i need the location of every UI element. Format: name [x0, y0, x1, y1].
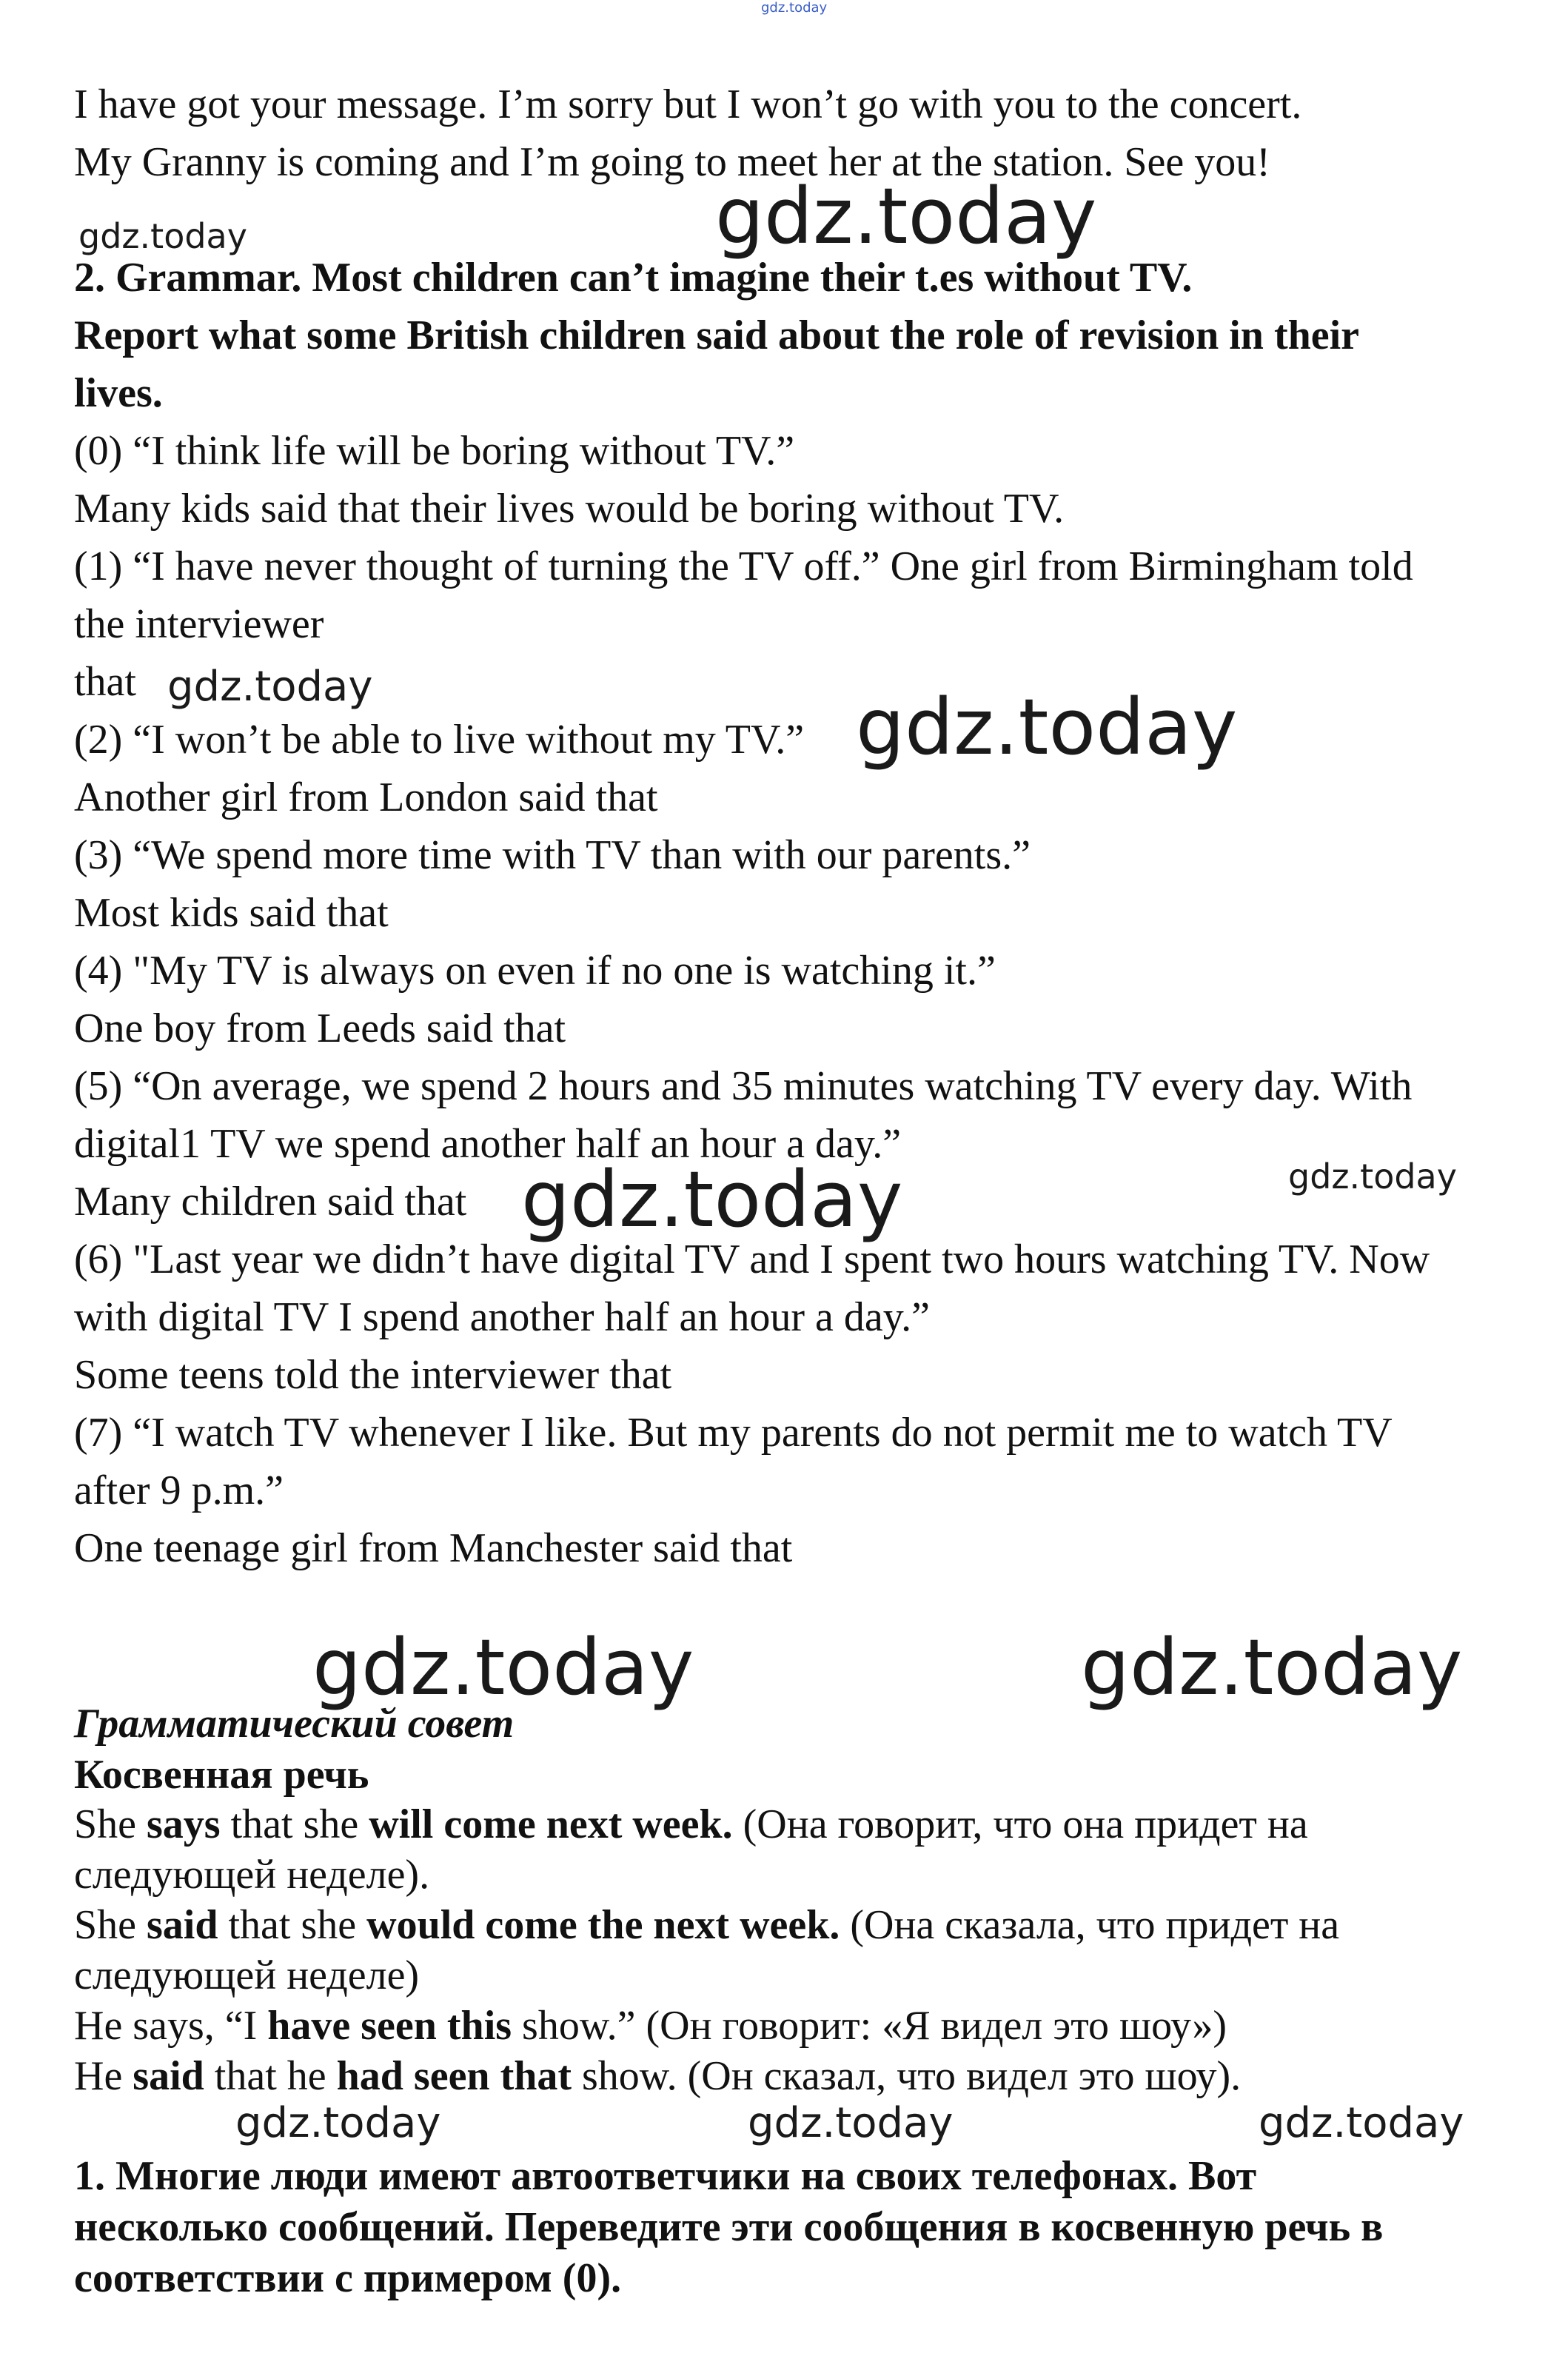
- task2-line: (1) “I have never thought of turning the TV off.” One girl from Birmingham told: [74, 543, 1413, 589]
- task2-heading-line-3: lives.: [74, 370, 163, 416]
- grammar-tip-row: She said that she would come the next week. (Она сказала, что придет на: [74, 1902, 1340, 1948]
- watermark: gdz.today: [312, 1622, 694, 1713]
- intro-line-2: My Granny is coming and I’m going to meet her at the station. See you!: [74, 139, 1270, 185]
- task2-heading-line-2: Report what some British children said about the role of revision in their: [74, 312, 1359, 358]
- watermark: gdz.today: [715, 171, 1097, 261]
- task2-line: Many kids said that their lives would be boring without TV.: [74, 486, 1065, 532]
- grammar-tip-subtitle: Косвенная речь: [74, 1752, 369, 1798]
- task2-line: Some teens told the interviewer that: [74, 1352, 672, 1398]
- watermark: gdz.today: [1259, 2099, 1464, 2147]
- task2-line: (2) “I won’t be able to live without my TV.”: [74, 717, 805, 763]
- watermark: gdz.today: [1081, 1622, 1463, 1713]
- task2-heading-line-1: 2. Grammar. Most children can’t imagine their t.es without TV.: [74, 255, 1193, 301]
- grammar-tip-row: She says that she will come next week. (Она говорит, что она придет на: [74, 1801, 1308, 1847]
- task2-line: (4) "My TV is always on even if no one is watching it.”: [74, 948, 996, 994]
- task2-line: Another girl from London said that: [74, 774, 658, 820]
- grammar-tip-title: Грамматический совет: [74, 1701, 515, 1747]
- watermark: gdz.today: [521, 1154, 903, 1245]
- task2-line: Most kids said that: [74, 890, 389, 936]
- task2-line: the interviewer: [74, 601, 324, 647]
- task1-heading-line-3: соответствии с примером (0).: [74, 2255, 622, 2301]
- task2-line: (7) “I watch TV whenever I like. But my parents do not permit me to watch TV: [74, 1410, 1393, 1456]
- watermark: gdz.today: [235, 2099, 441, 2147]
- task1-heading-line-1: 1. Многие люди имеют автоответчики на своих телефонах. Вот: [74, 2153, 1257, 2199]
- task2-line: One boy from Leeds said that: [74, 1005, 566, 1051]
- watermark: gdz.today: [856, 682, 1238, 772]
- intro-line-1: I have got your message. I’m sorry but I won’t go with you to the concert.: [74, 81, 1302, 127]
- watermark: gdz.today: [78, 216, 247, 256]
- task2-line: Many children said that: [74, 1179, 467, 1225]
- task2-line: (0) “I think life will be boring without TV.”: [74, 428, 795, 474]
- grammar-tip-row: He says, “I have seen this show.” (Он говорит: «Я видел это шоу»): [74, 2003, 1227, 2049]
- grammar-tip-row: следующей неделе): [74, 1952, 420, 1998]
- watermark: gdz.today: [748, 2099, 954, 2147]
- grammar-tip-row: следующей неделе).: [74, 1852, 430, 1898]
- watermark: gdz.today: [167, 663, 373, 711]
- task2-line: with digital TV I spend another half an hour a day.”: [74, 1294, 930, 1340]
- task1-heading-line-2: несколько сообщений. Переведите эти сообщения в косвенную речь в: [74, 2204, 1384, 2250]
- task2-line: after 9 p.m.”: [74, 1467, 284, 1513]
- task2-line: digital1 TV we spend another half an hour a day.”: [74, 1121, 902, 1167]
- task2-line: (5) “On average, we spend 2 hours and 35 minutes watching TV every day. With: [74, 1063, 1413, 1109]
- watermark: gdz.today: [1288, 1157, 1457, 1196]
- task2-line: that: [74, 659, 136, 705]
- task2-line: (3) “We spend more time with TV than with our parents.”: [74, 832, 1031, 878]
- watermark-top: gdz.today: [761, 0, 828, 16]
- task2-line: (6) "Last year we didn’t have digital TV and I spent two hours watching TV. Now: [74, 1236, 1430, 1282]
- task2-line: One teenage girl from Manchester said that: [74, 1525, 793, 1571]
- grammar-tip-row: He said that he had seen that show. (Он сказал, что видел это шоу).: [74, 2053, 1242, 2099]
